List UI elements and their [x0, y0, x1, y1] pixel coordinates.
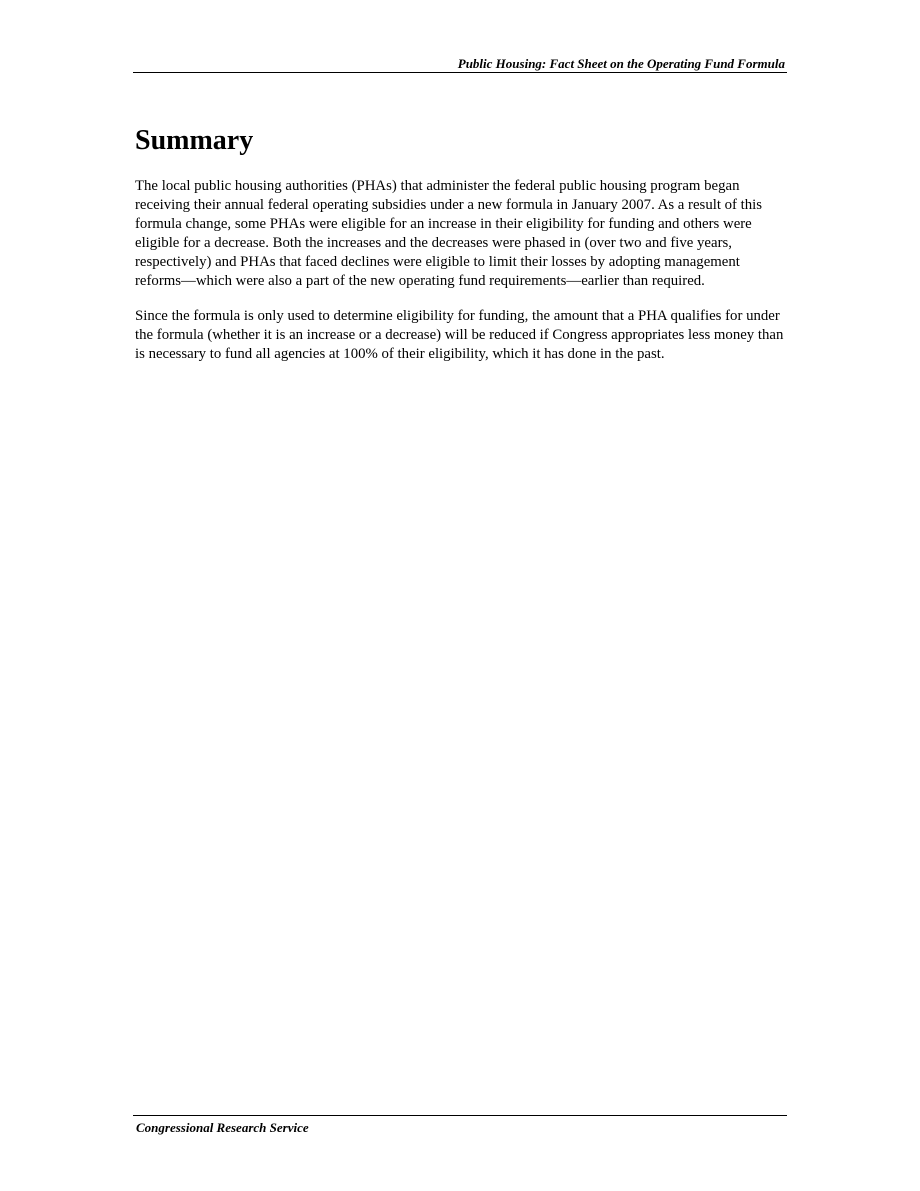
- page-header: [133, 55, 787, 73]
- summary-paragraph-2: Since the formula is only used to determine eligibility for funding, the amount that a PHA qualifies for under the formula (whether it is an increase or a decrease) will be reduced if Congress appropriates less money than is necessary to fund all agencies at 100% of their eligibility, which it has done in the past.: [135, 308, 784, 362]
- summary-body: [135, 177, 787, 380]
- summary-paragraph-1: The local public housing authorities (PHAs) that administer the federal public housing program began receiving their annual federal operating subsidies under a new formula in January 2007. As a result of this formula change, some PHAs were eligible for an increase in their eligibility for funding and others were eligible for a decrease. Both the increases and the decreases were phased in (over two and five years, respectively) and PHAs that faced declines were eligible to limit their losses by adopting management reforms—which were also a part of the new operating fund requirements—earlier than required.: [135, 178, 763, 289]
- running-header-title: Public Housing: Fact Sheet on the Operating Fund Formula: [457, 56, 785, 71]
- page-footer: [133, 1115, 787, 1135]
- summary-heading: Summary: [135, 125, 254, 156]
- footer-publisher: Congressional Research Service: [136, 1120, 309, 1135]
